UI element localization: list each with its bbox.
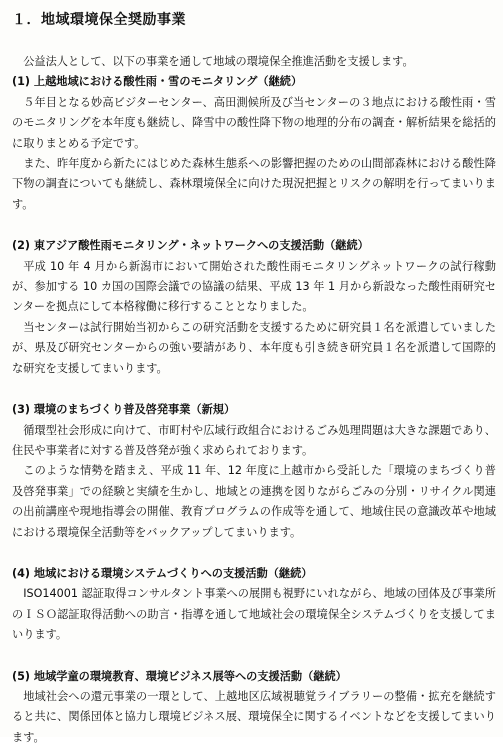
section-spacer (12, 543, 496, 564)
section-spacer (12, 379, 496, 400)
section-spacer (12, 646, 496, 667)
section-paragraph: 当センターは試行開始当初からこの研究活動を支援するために研究員１名を派遣していましたが、県及び研究センターからの強い要請があり、本年度も引き続き研究員１名を派遣して国際的な研究を支援してまいります。 (12, 320, 496, 375)
section-heading: (1) 上越地域における酸性雨・雪のモニタリング（継続） (12, 75, 303, 89)
section-2 (12, 236, 496, 379)
document-body (12, 52, 496, 748)
intro-paragraph: 公益法人として、以下の事業を通して地域の環境保全推進活動を支援します。 (23, 55, 414, 68)
section-paragraph: このような情勢を踏まえ、平成 11 年、12 年度に上越市から受託した「環境のまちづくり普及啓発事業」での経験と実績を生かし、地域との連携を図りながらごみの分別・リサイクル関連の出前講座や現地指導会の開催、教育プログラムの作成等を通して、地域住民の意識改革や地域における環境保全活動等をバックアップしてまいります。 (12, 464, 496, 539)
document-title: １．地域環境保全奨励事業 (12, 12, 186, 28)
section-5 (12, 667, 496, 748)
section-paragraph: また、昨年度から新たにはじめた森林生態系への影響把握のための山間部森林における酸性降下物の調査についても継続し、森林環境保全に向けた現況把握とリスクの解明を行ってまいります。 (12, 157, 496, 211)
section-spacer (12, 215, 496, 236)
section-paragraph: 地域社会への還元事業の一環として、上越地区広域視聴覚ライブラリーの整備・拡充を継続すると共に、関係団体と協力し環境ビジネス展、環境保全に関するイベントなどを支援してまいります。 (12, 689, 496, 744)
section-1 (12, 72, 496, 215)
section-paragraph: ５年目となる妙高ビジターセンター、高田測候所及び当センターの３地点における酸性雨・雪のモニタリングを本年度も継続し、降雪中の酸性降下物の地理的分布の調査・解析結果を総括的に取りまとめる予定です。 (12, 95, 496, 150)
section-3 (12, 400, 496, 543)
section-4 (12, 564, 496, 646)
section-heading: (3) 環境のまちづくり普及啓発事業（新規） (12, 403, 236, 417)
section-heading: (2) 東アジア酸性雨モニタリング・ネットワークへの支援活動（継続） (12, 239, 369, 253)
section-paragraph: 平成 10 年 4 月から新潟市において開始された酸性雨モニタリングネットワークの試行稼動が、参加する 10 カ国の国際会議での協議の結果、平成 13 年 1 月から新設なった酸性雨研究センターを拠点にして本格稼働に移行することとなりました。 (12, 259, 496, 314)
section-paragraph: ISO14001 認証取得コンサルタント事業への展開も視野にいれながら、地域の団体及び事業所のＩＳＯ認証取得活動への助言・指導を通して地域社会の環境保全システムづくりを支援してまいります。 (12, 587, 496, 642)
section-heading: (4) 地域における環境システムづくりへの支援活動（継続） (12, 566, 313, 580)
section-paragraph: 循環型社会形成に向けて、市町村や広域行政組合におけるごみ処理問題は大きな課題であり、住民や事業者に対する普及啓発が強く求められております。 (12, 423, 496, 457)
section-heading: (5) 地域学童の環境教育、環境ビジネス展等への支援活動（継続） (12, 669, 347, 683)
